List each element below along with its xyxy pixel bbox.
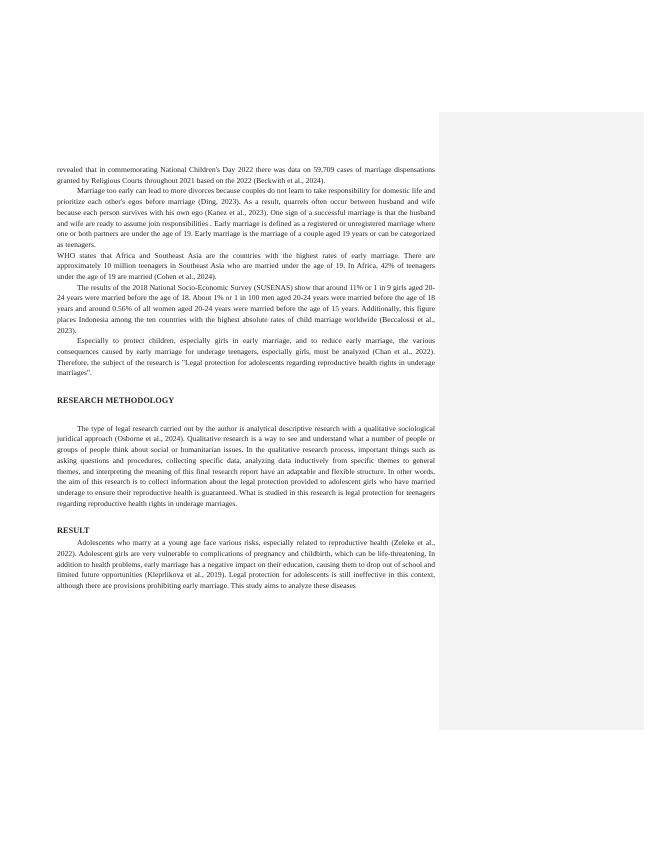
comment-pane [439,112,644,730]
paragraph-intro-2: Marriage too early can lead to more divorces because couples do not learn to take responsibility for domestic life and prioritize each other's egos before marriage (Ding, 2023). As a result, quarrels often occur between husband and wife because each person survives with his own ego (Kanez et al., 2023). One sign of a successful marriage is that the husband and wife are ready to assume join responsibilities . Early marriage is defined as a registered or unregistered marriage where one or both partners are under the age of 19. Early marriage is the marriage of a couple aged 19 years or can be categorized as teenagers. [57,186,435,249]
paragraph-intro-3: WHO states that Africa and Southeast Asia are the countries with the highest rates of early marriage. There are approximately 10 million teenagers in Southeast Asia who are married under the age of 19. In Africa, 42% of teenagers under the age of 19 are married (Cohen et al., 2024). [57,250,435,282]
heading-result: RESULT [57,526,90,536]
paragraph-result: Adolescents who marry at a young age face various risks, especially related to reproductive health (Zeleke et al., 2022). Adolescent girls are very vulnerable to complications of pregnancy and childbirth, which can be life-threatening. In addition to health problems, early marriage has a negative impact on their education, causing them to drop out of school and limited future opportunities (Kleprlikova et al., 2019). Legal protection for adolescents is still ineffective in this context, although there are provisions prohibiting early marriage. This study aims to analyze these diseases [57,538,435,590]
heading-research-methodology: RESEARCH METHODOLOGY [57,396,175,406]
paragraph-intro-4: The results of the 2018 National Socio-Economic Survey (SUSENAS) show that around 11% or 1 in 9 girls aged 20-24 years were married before the age of 18. About 1% or 1 in 100 men aged 20-24 years were married before the age of 18 years and around 0.56% of all women aged 20-24 years were married before the age of 15 years. Additionally, this figure places Indonesia among the ten countries with the highest absolute rates of child marriage worldwide (Beccalossi et al., 2023). [57,282,435,335]
paragraph-intro-1: revealed that in commemorating National Children's Day 2022 there was data on 59,709 cases of marriage dispensations granted by Religious Courts throughout 2021 based on the 2022 (Beckwith et al., 2024). [57,165,435,185]
document-body [57,165,435,592]
paragraph-intro-5: Especially to protect children, especially girls in early marriage, and to reduce early marriage, the various consequences caused by early marriage for underage teenagers, especially girls, must be analyzed (Chan et al., 2022). Therefore, the subject of the research is "Legal protection for adolescents regarding reproductive health rights in underage marriages". [57,336,435,378]
paragraph-methodology: The type of legal research carried out by the author is analytical descriptive research with a qualitative sociological juridical approach (Osborne et al., 2024). Qualitative research is a way to see and understand what a number of people or groups of people think about social or humanitarian issues. In the qualitative research process, important things such as asking questions and procedures, collecting specific data, analyzing data inductively from specific themes to general themes, and interpreting the meaning of this final research report have an adaptable and flexible structure. In other words, the aim of this research is to collect information about the legal protection provided to adolescent girls who have married underage to ensure their reproductive health is guaranteed. What is studied in this research is legal protection for teenagers regarding reproductive health rights in underage marriages. [57,423,435,508]
